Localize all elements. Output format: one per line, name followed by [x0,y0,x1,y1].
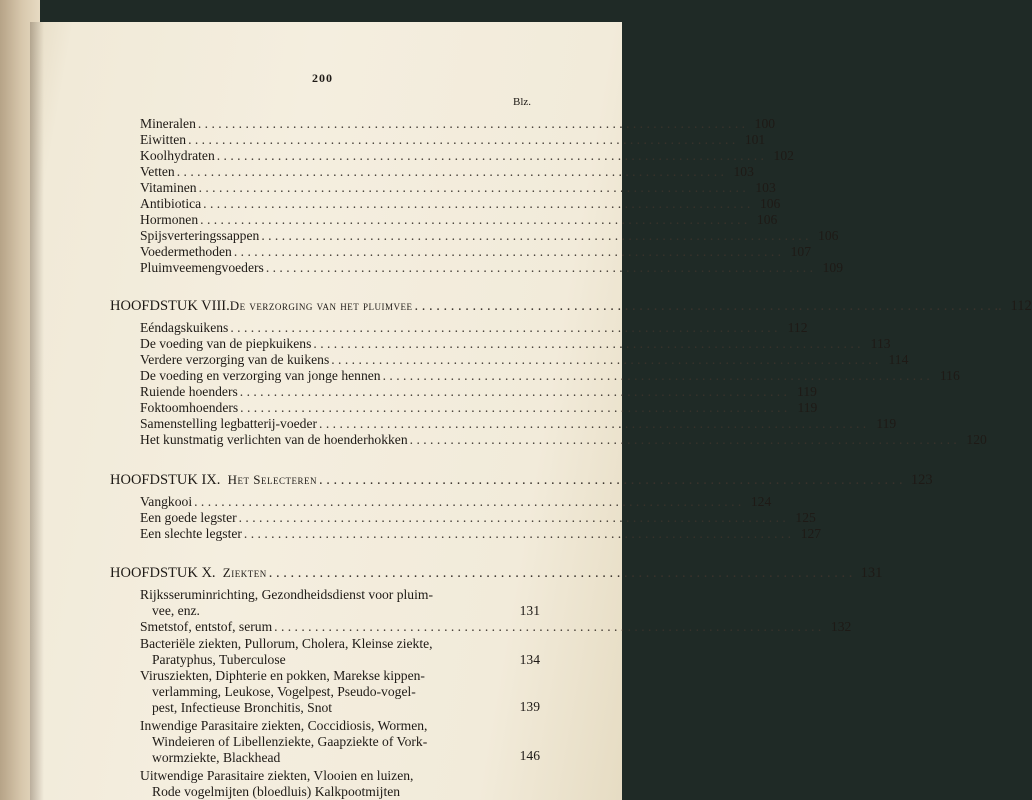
chapter-number: HOOFDSTUK X. [110,565,216,581]
toc-page: 134 [519,652,540,667]
page-number: 200 [312,71,333,85]
toc-entry: Samenstelling legbatterij-voeder . . . 119 [140,416,540,432]
toc-entry: Foktoomhoenders . . . 119 [140,400,540,416]
chapter-page: 112 [1010,298,1032,314]
chapter-page: 131 [860,565,883,581]
toc-entry-multiline: Inwendige Parasitaire ziekten, Coccidiosis, Wormen, Windeieren of Libellenziekte, Gaapziekte of Vork- wormziekte, Blackhead [140,718,428,765]
toc-entry: Ruiende hoenders . . . 119 [140,384,540,400]
toc-page: 139 [519,699,540,714]
toc-entry: Vangkooi . . . 124 [140,494,540,510]
toc-entry: De voeding en verzorging van jonge hennen . . . 116 [140,368,540,384]
chapter-title: Ziekten [222,565,267,580]
toc-entry: Vetten . . . 103 [140,164,540,180]
toc-entry: Verdere verzorging van de kuikens . . . 114 [140,352,540,368]
toc-entry-multiline: Virusziekten, Diphterie en pokken, Marekse kippen- verlamming, Leukose, Vogelpest, Pseudo-vogel- pest, Infectieuse Bronchitis, Snot [140,668,425,715]
chapter-heading [110,565,883,581]
chapter-title: Het Selecteren [227,472,317,487]
toc-entry-multiline: Bacteriële ziekten, Pullorum, Cholera, Kleinse ziekte, Paratyphus, Tuberculose [140,636,433,667]
chapter-page: 123 [910,472,933,488]
chapter-number: HOOFDSTUK VIII. [110,298,230,314]
toc-entry: Antibiotica . . . 106 [140,196,540,212]
toc-entry: Voedermethoden . . . 107 [140,244,540,260]
toc-entry: Het kunstmatig verlichten van de hoenderhokken . . . 120 [140,432,540,448]
toc-entry: Eéndagskuikens . . . 112 [140,320,540,336]
toc-entry: Smetstof, entstof, serum . . . 132 [140,619,540,635]
toc-entry: Koolhydraten . . . 102 [140,148,540,164]
toc-entry: Pluimveemengvoeders . . . 109 [140,260,540,276]
chapter-number: HOOFDSTUK IX. [110,472,221,488]
toc-entry: De voeding van de piepkuikens . . . 113 [140,336,540,352]
chapter-title: De verzorging van het pluimvee [229,298,413,313]
book-page [30,22,1032,800]
toc-entry: Eiwitten . . . 101 [140,132,540,148]
toc-entry-multiline: Rijksseruminrichting, Gezondheidsdienst voor pluim- vee, enz. [140,587,433,618]
toc-entry: Spijsverteringssappen . . . 106 [140,228,540,244]
toc-page: 146 [519,748,540,763]
spine-shadow [30,22,44,800]
page-column-header: Blz. [513,96,532,108]
chapter-heading [110,472,933,488]
toc-entry: Vitaminen . . . 103 [140,180,540,196]
toc-entry: Een slechte legster . . . 127 [140,526,540,542]
toc-entry-multiline: Uitwendige Parasitaire ziekten, Vlooien en luizen, Rode vogelmijten (bloedluis) Kalkpootmijten [140,768,414,799]
toc-entry: Een goede legster . . . 125 [140,510,540,526]
chapter-heading: HOOFDSTUK VIII.De verzorging van het pluimvee . . . . 112 [110,298,540,314]
toc-entry: Mineralen . . . 100 [140,116,540,132]
toc-page: 131 [519,603,540,618]
toc-entry: Hormonen . . . 106 [140,212,540,228]
